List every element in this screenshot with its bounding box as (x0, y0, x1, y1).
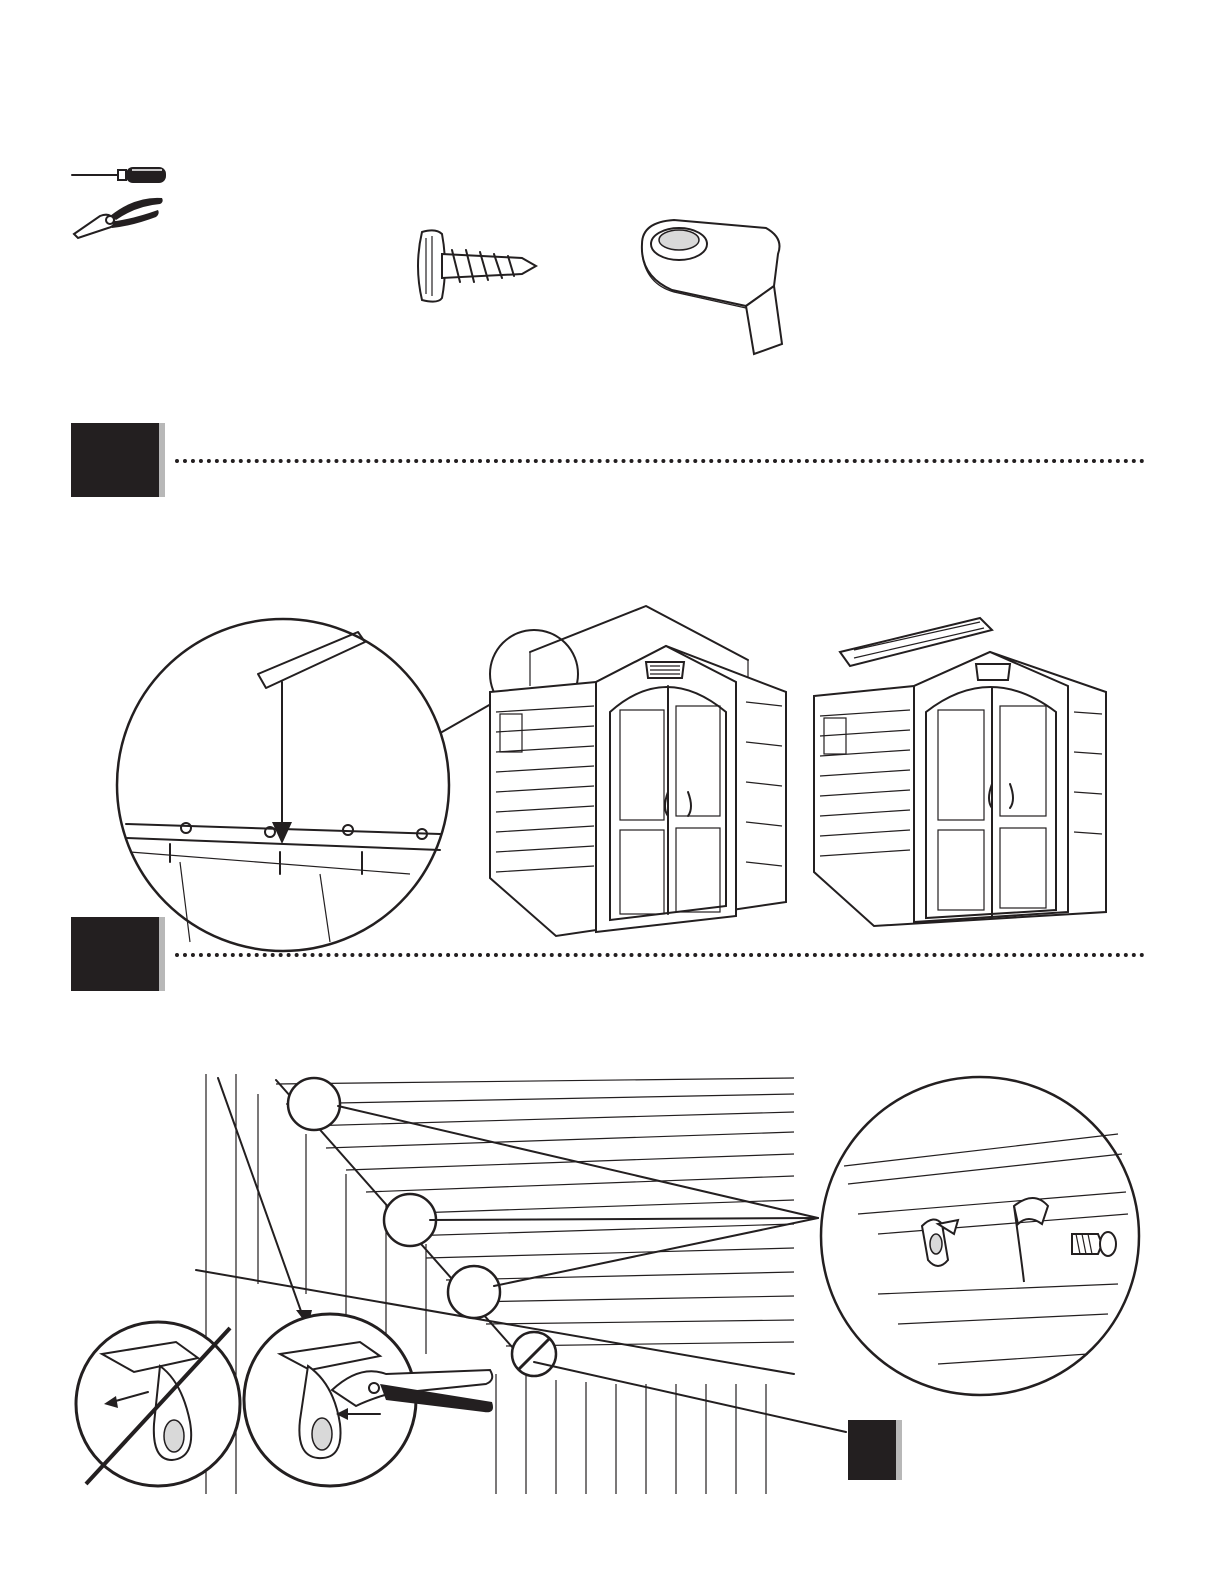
detail-magnifier-correct-pliers (240, 1290, 500, 1490)
detail-magnifier-roof-rail (110, 612, 460, 962)
pliers-icon (70, 192, 166, 240)
step-divider (175, 953, 1145, 957)
step-divider (175, 459, 1145, 463)
shed-roof-panel-illustration (810, 612, 1116, 928)
detail-magnifier-incorrect (72, 1318, 244, 1490)
step-number-box (848, 1420, 896, 1480)
detail-magnifier-screw-clip (818, 1074, 1142, 1398)
step-number-box (71, 917, 159, 991)
screw-icon (412, 228, 542, 304)
screwdriver-icon (70, 164, 170, 186)
step-number-box (71, 423, 159, 497)
bracket-clip-icon (634, 214, 790, 360)
callout-lines (330, 1100, 830, 1300)
shed-roof-lowering-illustration (486, 602, 794, 940)
callout-line (530, 1358, 850, 1438)
